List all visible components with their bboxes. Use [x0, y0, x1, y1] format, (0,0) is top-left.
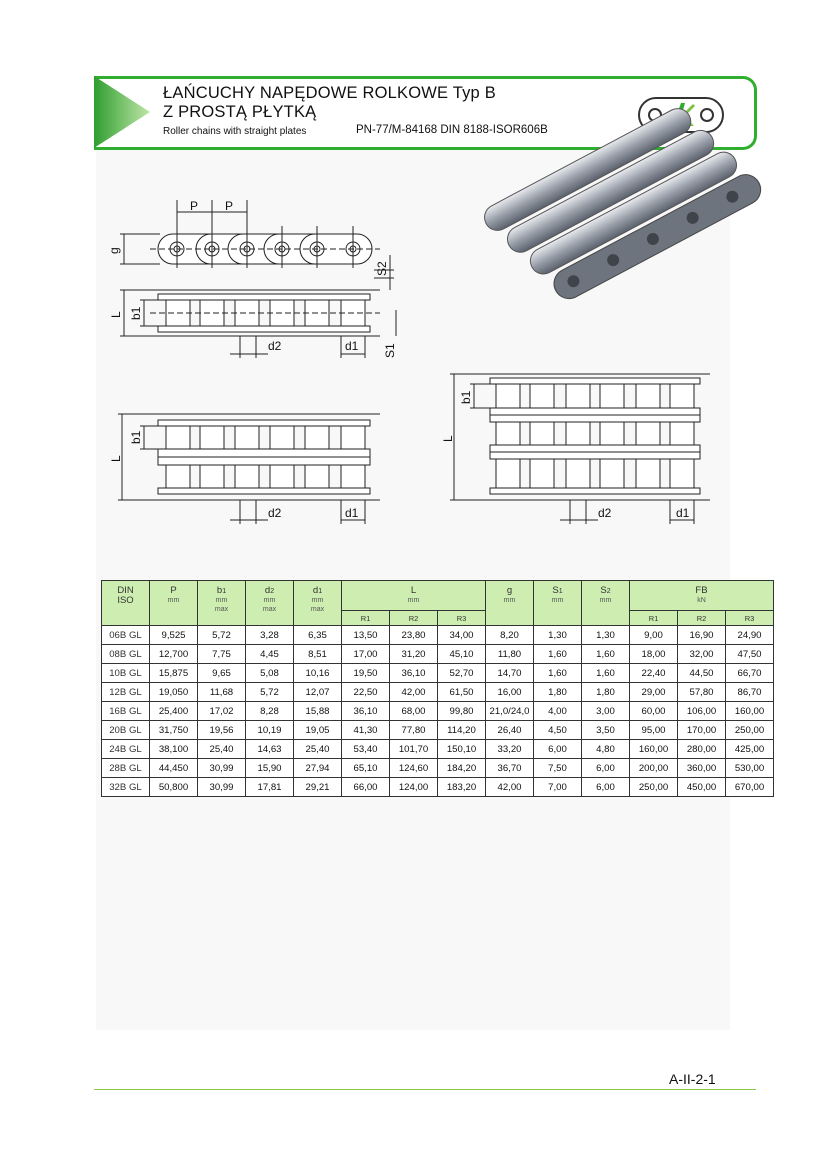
table-cell: 34,00	[438, 626, 486, 645]
table-cell: 65,10	[342, 759, 390, 778]
table-cell: 1,80	[534, 683, 582, 702]
table-cell: 10,19	[246, 721, 294, 740]
label-d1-simplex: d1	[345, 339, 359, 353]
row-label-cell: 06B GL	[102, 626, 150, 645]
table-cell: 280,00	[678, 740, 726, 759]
table-cell: 6,00	[582, 759, 630, 778]
table-cell: 26,40	[486, 721, 534, 740]
table-cell: 6,00	[582, 778, 630, 797]
table-cell: 9,00	[630, 626, 678, 645]
table-cell: 1,30	[534, 626, 582, 645]
table-cell: 101,70	[390, 740, 438, 759]
table-cell: 1,60	[534, 645, 582, 664]
col-l-r2: R2	[390, 611, 438, 626]
table-cell: 11,80	[486, 645, 534, 664]
table-row	[102, 778, 774, 797]
table-cell: 36,10	[390, 664, 438, 683]
table-cell: 7,00	[534, 778, 582, 797]
table-cell: 32,00	[678, 645, 726, 664]
table-cell: 184,20	[438, 759, 486, 778]
table-cell: 31,750	[150, 721, 198, 740]
row-label-cell: 12B GL	[102, 683, 150, 702]
row-label-cell: 24B GL	[102, 740, 150, 759]
table-cell: 22,40	[630, 664, 678, 683]
duplex-side-view	[118, 414, 380, 524]
table-cell: 38,100	[150, 740, 198, 759]
table-cell: 31,20	[390, 645, 438, 664]
row-label-cell: 20B GL	[102, 721, 150, 740]
footer-divider	[94, 1089, 756, 1090]
table-cell: 61,50	[438, 683, 486, 702]
table-row	[102, 740, 774, 759]
table-row	[102, 702, 774, 721]
label-d1-triplex: d1	[676, 506, 690, 520]
table-cell: 60,00	[630, 702, 678, 721]
label-b1-triplex: b1	[459, 390, 473, 404]
table-cell: 18,00	[630, 645, 678, 664]
table-cell: 36,10	[342, 702, 390, 721]
chain-spec-table	[101, 580, 774, 797]
label-l-triplex: L	[441, 435, 455, 442]
col-s1: S1 mm	[534, 581, 582, 626]
chain-technical-drawings	[0, 0, 826, 560]
col-b1: b1 mm max	[198, 581, 246, 626]
col-din-iso: DIN ISO	[102, 581, 150, 626]
table-cell: 52,70	[438, 664, 486, 683]
table-cell: 4,45	[246, 645, 294, 664]
table-cell: 124,60	[390, 759, 438, 778]
table-row	[102, 664, 774, 683]
table-cell: 7,50	[534, 759, 582, 778]
table-cell: 22,50	[342, 683, 390, 702]
table-cell: 5,08	[246, 664, 294, 683]
table-cell: 29,21	[294, 778, 342, 797]
table-cell: 4,00	[534, 702, 582, 721]
col-s2: S2 mm	[582, 581, 630, 626]
standards-reference: PN-77/M-84168 DIN 8188-ISOR606B	[356, 124, 548, 136]
table-cell: 1,30	[582, 626, 630, 645]
table-cell: 19,05	[294, 721, 342, 740]
table-cell: 68,00	[390, 702, 438, 721]
table-cell: 170,00	[678, 721, 726, 740]
table-cell: 44,50	[678, 664, 726, 683]
col-fb-r3: R3	[726, 611, 774, 626]
table-cell: 19,50	[342, 664, 390, 683]
table-cell: 3,50	[582, 721, 630, 740]
table-cell: 183,20	[438, 778, 486, 797]
table-cell: 4,80	[582, 740, 630, 759]
table-row	[102, 721, 774, 740]
table-cell: 160,00	[726, 702, 774, 721]
chain-3d-render	[480, 90, 766, 318]
table-cell: 42,00	[486, 778, 534, 797]
table-cell: 5,72	[246, 683, 294, 702]
label-d1-duplex: d1	[345, 506, 359, 520]
table-cell: 30,99	[198, 759, 246, 778]
label-l-simplex: L	[109, 311, 123, 318]
table-cell: 17,00	[342, 645, 390, 664]
table-cell: 95,00	[630, 721, 678, 740]
table-cell: 47,50	[726, 645, 774, 664]
table-cell: 11,68	[198, 683, 246, 702]
table-cell: 19,56	[198, 721, 246, 740]
table-cell: 6,35	[294, 626, 342, 645]
table-cell: 114,20	[438, 721, 486, 740]
table-cell: 425,00	[726, 740, 774, 759]
table-cell: 10,16	[294, 664, 342, 683]
label-p2: P	[225, 199, 234, 213]
table-cell: 27,94	[294, 759, 342, 778]
col-g: g mm	[486, 581, 534, 626]
table-cell: 29,00	[630, 683, 678, 702]
col-fb-r1: R1	[630, 611, 678, 626]
table-cell: 25,40	[294, 740, 342, 759]
table-cell: 1,60	[582, 664, 630, 683]
label-d2-triplex: d2	[598, 506, 612, 520]
label-b1-duplex: b1	[129, 430, 143, 444]
table-cell: 23,80	[390, 626, 438, 645]
table-cell: 14,70	[486, 664, 534, 683]
table-cell: 160,00	[630, 740, 678, 759]
table-row	[102, 683, 774, 702]
table-cell: 7,75	[198, 645, 246, 664]
triplex-side-view	[450, 374, 710, 524]
col-l-r1: R1	[342, 611, 390, 626]
table-cell: 1,60	[582, 645, 630, 664]
table-cell: 670,00	[726, 778, 774, 797]
label-b1-simplex: b1	[129, 306, 143, 320]
table-cell: 4,50	[534, 721, 582, 740]
row-label-cell: 32B GL	[102, 778, 150, 797]
page-number: A-II-2-1	[669, 1071, 716, 1087]
table-row	[102, 759, 774, 778]
table-cell: 8,20	[486, 626, 534, 645]
table-cell: 12,700	[150, 645, 198, 664]
table-cell: 99,80	[438, 702, 486, 721]
table-cell: 450,00	[678, 778, 726, 797]
table-cell: 9,65	[198, 664, 246, 683]
title-line-1: ŁAŃCUCHY NAPĘDOWE ROLKOWE Typ B	[163, 84, 496, 102]
table-cell: 5,72	[198, 626, 246, 645]
table-cell: 17,02	[198, 702, 246, 721]
spec-table-body	[102, 626, 774, 797]
table-cell: 86,70	[726, 683, 774, 702]
table-cell: 250,00	[726, 721, 774, 740]
label-s2: S2	[375, 261, 389, 276]
col-fb-r2: R2	[678, 611, 726, 626]
subtitle-english: Roller chains with straight plates	[163, 126, 307, 137]
table-cell: 53,40	[342, 740, 390, 759]
title-line-2: Z PROSTĄ PŁYTKĄ	[163, 103, 317, 121]
table-cell: 25,40	[198, 740, 246, 759]
table-cell: 16,90	[678, 626, 726, 645]
simplex-top-view	[120, 200, 394, 290]
table-cell: 45,10	[438, 645, 486, 664]
label-d2-simplex: d2	[268, 339, 282, 353]
label-d2-duplex: d2	[268, 506, 282, 520]
col-d1: d1 mm max	[294, 581, 342, 626]
table-cell: 1,60	[534, 664, 582, 683]
table-cell: 150,10	[438, 740, 486, 759]
row-label-cell: 16B GL	[102, 702, 150, 721]
table-cell: 1,80	[582, 683, 630, 702]
table-cell: 8,51	[294, 645, 342, 664]
table-cell: 66,70	[726, 664, 774, 683]
row-label-cell: 10B GL	[102, 664, 150, 683]
table-cell: 3,00	[582, 702, 630, 721]
table-cell: 124,00	[390, 778, 438, 797]
label-s1: S1	[383, 343, 397, 358]
table-cell: 106,00	[678, 702, 726, 721]
table-cell: 200,00	[630, 759, 678, 778]
table-row	[102, 626, 774, 645]
table-cell: 16,00	[486, 683, 534, 702]
table-cell: 19,050	[150, 683, 198, 702]
table-cell: 15,875	[150, 664, 198, 683]
table-cell: 250,00	[630, 778, 678, 797]
table-cell: 13,50	[342, 626, 390, 645]
label-l-duplex: L	[109, 455, 123, 462]
table-cell: 44,450	[150, 759, 198, 778]
table-cell: 6,00	[534, 740, 582, 759]
col-l-r3: R3	[438, 611, 486, 626]
row-label-cell: 08B GL	[102, 645, 150, 664]
col-d2: d2 mm max	[246, 581, 294, 626]
table-cell: 24,90	[726, 626, 774, 645]
table-cell: 42,00	[390, 683, 438, 702]
table-cell: 15,90	[246, 759, 294, 778]
table-cell: 3,28	[246, 626, 294, 645]
col-fb: FB kN	[630, 581, 774, 611]
col-p: P mm	[150, 581, 198, 626]
table-cell: 530,00	[726, 759, 774, 778]
table-cell: 57,80	[678, 683, 726, 702]
table-cell: 30,99	[198, 778, 246, 797]
table-cell: 17,81	[246, 778, 294, 797]
table-row	[102, 645, 774, 664]
table-cell: 41,30	[342, 721, 390, 740]
table-cell: 9,525	[150, 626, 198, 645]
table-cell: 33,20	[486, 740, 534, 759]
table-cell: 21,0/24,0	[486, 702, 534, 721]
table-cell: 50,800	[150, 778, 198, 797]
label-p1: P	[190, 199, 199, 213]
table-cell: 8,28	[246, 702, 294, 721]
label-g: g	[107, 247, 121, 254]
row-label-cell: 28B GL	[102, 759, 150, 778]
table-cell: 15,88	[294, 702, 342, 721]
table-cell: 360,00	[678, 759, 726, 778]
table-cell: 36,70	[486, 759, 534, 778]
table-cell: 14,63	[246, 740, 294, 759]
table-cell: 66,00	[342, 778, 390, 797]
table-cell: 12,07	[294, 683, 342, 702]
table-cell: 25,400	[150, 702, 198, 721]
table-cell: 77,80	[390, 721, 438, 740]
col-l: L mm	[342, 581, 486, 611]
